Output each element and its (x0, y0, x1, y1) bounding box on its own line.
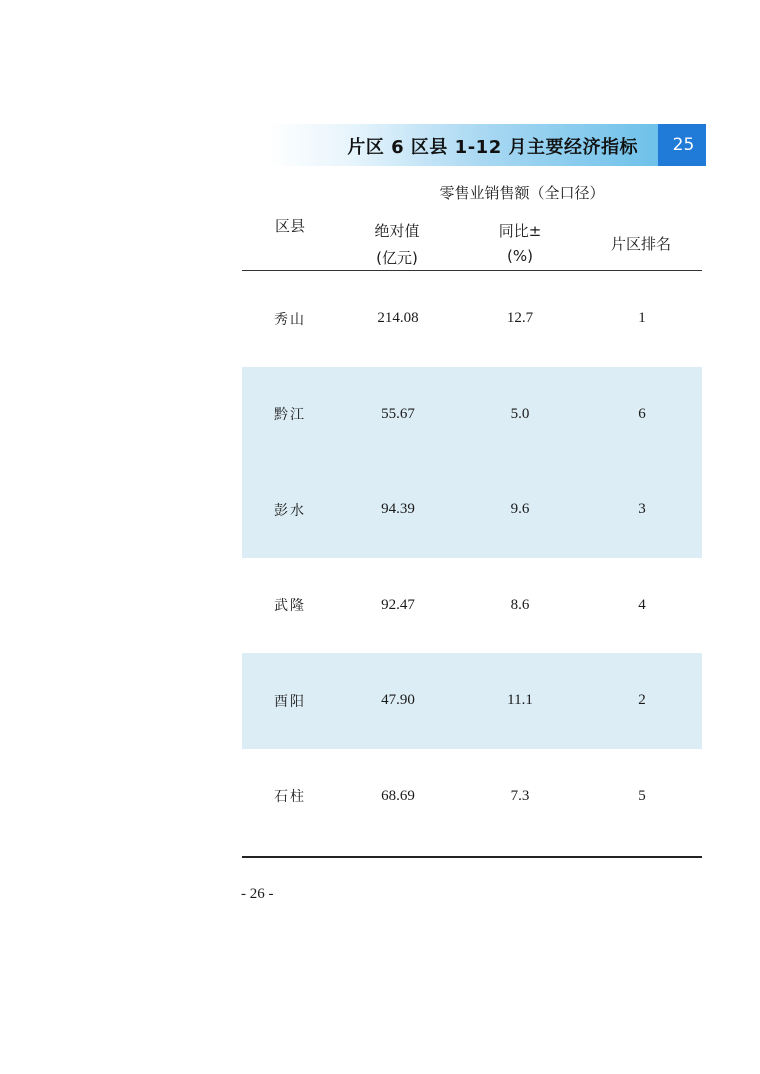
page-number: - 26 - (241, 886, 274, 902)
rank-value: 1 (638, 310, 646, 327)
yoy-column-header: 同比± (498, 222, 542, 240)
absolute-value: 68.69 (381, 787, 415, 804)
rank-value: 3 (638, 501, 646, 518)
table-row (242, 749, 702, 845)
county-name: 黔江 (274, 407, 306, 424)
county-name: 秀山 (274, 311, 306, 328)
county-name: 石柱 (274, 789, 306, 806)
table-row (242, 367, 702, 463)
table-row (242, 271, 702, 367)
page-title: 片区 6 区县 1-12 月主要经济指标 (347, 137, 638, 158)
rank-column-header: 片区排名 (610, 235, 671, 253)
table-header (242, 170, 702, 271)
title-banner (268, 124, 658, 166)
absolute-value: 214.08 (377, 310, 419, 327)
yoy-unit-header: (%) (507, 247, 533, 265)
rank-value: 5 (638, 787, 646, 804)
table-row (242, 462, 702, 558)
yoy-value: 12.7 (506, 310, 534, 327)
absolute-value: 94.39 (381, 501, 415, 518)
yoy-value: 5.0 (510, 405, 530, 422)
yoy-value: 9.6 (510, 501, 530, 518)
table-row (242, 653, 702, 749)
absolute-unit-header: (亿元) (376, 249, 418, 267)
yoy-value: 7.3 (510, 787, 530, 804)
absolute-value: 55.67 (381, 405, 415, 422)
group-header: 零售业销售额（全口径） (439, 184, 605, 202)
table-row (242, 558, 702, 654)
absolute-value: 92.47 (381, 596, 415, 613)
page-badge: 25 (661, 124, 706, 166)
rank-value: 4 (638, 596, 646, 613)
county-column-header: 区县 (274, 217, 305, 235)
yoy-value: 8.6 (510, 596, 530, 613)
rank-value: 2 (638, 692, 646, 709)
table-bottom-rule (242, 856, 702, 858)
retail-sales-table (242, 170, 702, 844)
absolute-value: 47.90 (381, 692, 415, 709)
county-name: 酉阳 (274, 693, 306, 710)
absolute-column-header: 绝对值 (374, 222, 420, 240)
rank-value: 6 (638, 405, 646, 422)
county-name: 武隆 (274, 598, 306, 615)
county-name: 彭水 (274, 502, 306, 519)
yoy-value: 11.1 (507, 692, 533, 709)
